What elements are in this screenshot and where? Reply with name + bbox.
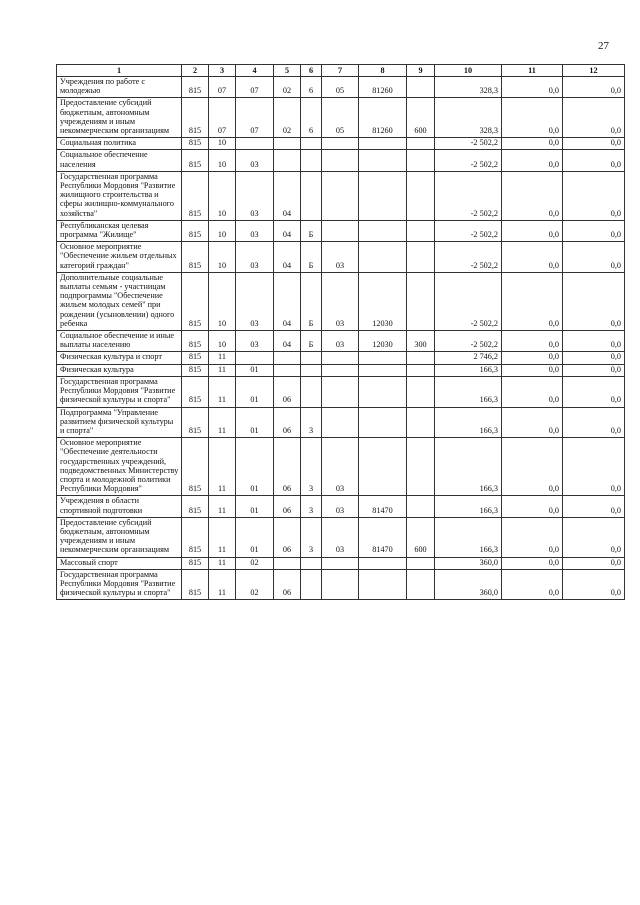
program-code xyxy=(274,557,301,569)
budget-code: 815 xyxy=(182,77,209,98)
measure-code: 05 xyxy=(322,77,359,98)
amount-col-11: 0,0 xyxy=(502,171,563,220)
direction-code xyxy=(359,352,407,364)
table-row xyxy=(57,517,625,557)
row-name: Массовый спорт xyxy=(57,557,182,569)
direction-code xyxy=(359,569,407,600)
section-code: 11 xyxy=(209,496,236,517)
amount-col-12: 0,0 xyxy=(563,517,625,557)
amount-col-12: 0,0 xyxy=(563,364,625,376)
expense-type-code: 300 xyxy=(407,331,435,352)
expense-type-code xyxy=(407,496,435,517)
section-code: 10 xyxy=(209,220,236,241)
direction-code xyxy=(359,220,407,241)
program-code: 06 xyxy=(274,569,301,600)
column-header: 4 xyxy=(236,65,274,77)
subprogram-code: Б xyxy=(301,220,322,241)
expense-type-code xyxy=(407,557,435,569)
direction-code: 81470 xyxy=(359,496,407,517)
expense-type-code xyxy=(407,438,435,496)
row-name: Республиканская целевая программа "Жилище" xyxy=(57,220,182,241)
column-header: 6 xyxy=(301,65,322,77)
expense-type-code xyxy=(407,407,435,438)
subsection-code: 03 xyxy=(236,242,274,273)
amount-change: 328,3 xyxy=(435,77,502,98)
direction-code xyxy=(359,376,407,407)
budget-code: 815 xyxy=(182,376,209,407)
row-name: Государственная программа Республики Мордовия "Развитие физической культуры и спорта" xyxy=(57,569,182,600)
budget-code: 815 xyxy=(182,557,209,569)
section-code: 10 xyxy=(209,242,236,273)
subsection-code: 03 xyxy=(236,272,274,330)
amount-col-12: 0,0 xyxy=(563,220,625,241)
column-header: 1 xyxy=(57,65,182,77)
table-row xyxy=(57,364,625,376)
amount-change: 166,3 xyxy=(435,364,502,376)
page-number: 27 xyxy=(598,40,609,52)
direction-code: 81260 xyxy=(359,77,407,98)
section-code: 11 xyxy=(209,376,236,407)
measure-code: 03 xyxy=(322,438,359,496)
amount-col-12: 0,0 xyxy=(563,77,625,98)
budget-code: 815 xyxy=(182,272,209,330)
program-code: 02 xyxy=(274,98,301,138)
measure-code xyxy=(322,220,359,241)
expense-type-code xyxy=(407,364,435,376)
budget-code: 815 xyxy=(182,352,209,364)
measure-code: 03 xyxy=(322,496,359,517)
direction-code xyxy=(359,171,407,220)
measure-code xyxy=(322,352,359,364)
amount-change: -2 502,2 xyxy=(435,171,502,220)
header-row xyxy=(57,65,625,77)
budget-code: 815 xyxy=(182,98,209,138)
budget-code: 815 xyxy=(182,496,209,517)
subprogram-code xyxy=(301,171,322,220)
section-code: 11 xyxy=(209,407,236,438)
row-name: Государственная программа Республики Мордовия "Развитие жилищного строительства и сферы жилищно-коммунального хозяйства" xyxy=(57,171,182,220)
row-name: Социальное обеспечение населения xyxy=(57,150,182,171)
section-code: 10 xyxy=(209,272,236,330)
section-code: 11 xyxy=(209,352,236,364)
expense-type-code xyxy=(407,376,435,407)
amount-col-12: 0,0 xyxy=(563,376,625,407)
row-name: Социальная политика xyxy=(57,138,182,150)
subprogram-code: 3 xyxy=(301,517,322,557)
amount-change: 166,3 xyxy=(435,407,502,438)
table-row xyxy=(57,331,625,352)
program-code: 04 xyxy=(274,242,301,273)
row-name: Основное мероприятие "Обеспечение деятельности государственных учреждений, подведомственных Министерству спорта и молодежной политики Республики Мордовия" xyxy=(57,438,182,496)
measure-code xyxy=(322,138,359,150)
amount-change: 328,3 xyxy=(435,98,502,138)
amount-change: -2 502,2 xyxy=(435,242,502,273)
subprogram-code xyxy=(301,557,322,569)
expense-type-code xyxy=(407,138,435,150)
subsection-code: 03 xyxy=(236,331,274,352)
section-code: 10 xyxy=(209,171,236,220)
amount-col-12: 0,0 xyxy=(563,138,625,150)
section-code: 11 xyxy=(209,557,236,569)
amount-col-11: 0,0 xyxy=(502,364,563,376)
column-header: 9 xyxy=(407,65,435,77)
section-code: 10 xyxy=(209,331,236,352)
amount-col-11: 0,0 xyxy=(502,138,563,150)
direction-code: 12030 xyxy=(359,331,407,352)
program-code xyxy=(274,364,301,376)
direction-code xyxy=(359,438,407,496)
table-row xyxy=(57,496,625,517)
amount-col-11: 0,0 xyxy=(502,407,563,438)
subprogram-code xyxy=(301,364,322,376)
amount-change: 166,3 xyxy=(435,517,502,557)
direction-code xyxy=(359,407,407,438)
row-name: Учреждения в области спортивной подготовки xyxy=(57,496,182,517)
budget-code: 815 xyxy=(182,138,209,150)
subsection-code xyxy=(236,352,274,364)
budget-code: 815 xyxy=(182,517,209,557)
program-code xyxy=(274,150,301,171)
amount-col-11: 0,0 xyxy=(502,569,563,600)
budget-code: 815 xyxy=(182,242,209,273)
direction-code: 81260 xyxy=(359,98,407,138)
measure-code: 03 xyxy=(322,517,359,557)
amount-col-11: 0,0 xyxy=(502,77,563,98)
subprogram-code: Б xyxy=(301,331,322,352)
program-code: 06 xyxy=(274,496,301,517)
row-name: Социальное обеспечение и иные выплаты населению xyxy=(57,331,182,352)
measure-code: 03 xyxy=(322,242,359,273)
subprogram-code: 3 xyxy=(301,438,322,496)
row-name: Основное мероприятие "Обеспечение жильем отдельных категорий граждан" xyxy=(57,242,182,273)
amount-col-12: 0,0 xyxy=(563,150,625,171)
table-row xyxy=(57,220,625,241)
subprogram-code: 6 xyxy=(301,98,322,138)
amount-col-12: 0,0 xyxy=(563,242,625,273)
row-name: Дополнительные социальные выплаты семьям - участницам подпрограммы "Обеспечение жильем молодых семей" при рождении (усыновлении) одного ребенка xyxy=(57,272,182,330)
subsection-code: 03 xyxy=(236,150,274,171)
table-row xyxy=(57,352,625,364)
amount-col-11: 0,0 xyxy=(502,242,563,273)
row-name: Физическая культура xyxy=(57,364,182,376)
measure-code xyxy=(322,557,359,569)
program-code xyxy=(274,352,301,364)
section-code: 11 xyxy=(209,364,236,376)
program-code: 04 xyxy=(274,171,301,220)
amount-col-12: 0,0 xyxy=(563,98,625,138)
program-code: 04 xyxy=(274,220,301,241)
column-header: 11 xyxy=(502,65,563,77)
amount-col-11: 0,0 xyxy=(502,150,563,171)
measure-code xyxy=(322,150,359,171)
subsection-code: 01 xyxy=(236,496,274,517)
subsection-code: 03 xyxy=(236,171,274,220)
row-name: Государственная программа Республики Мордовия "Развитие физической культуры и спорта" xyxy=(57,376,182,407)
column-header: 7 xyxy=(322,65,359,77)
section-code: 11 xyxy=(209,438,236,496)
subprogram-code: 3 xyxy=(301,496,322,517)
table-row xyxy=(57,77,625,98)
amount-col-12: 0,0 xyxy=(563,407,625,438)
budget-code: 815 xyxy=(182,364,209,376)
amount-col-12: 0,0 xyxy=(563,331,625,352)
amount-col-11: 0,0 xyxy=(502,352,563,364)
table-row xyxy=(57,272,625,330)
direction-code: 12030 xyxy=(359,272,407,330)
amount-col-12: 0,0 xyxy=(563,557,625,569)
amount-change: -2 502,2 xyxy=(435,150,502,171)
direction-code xyxy=(359,150,407,171)
budget-code: 815 xyxy=(182,331,209,352)
table-row xyxy=(57,438,625,496)
amount-col-12: 0,0 xyxy=(563,272,625,330)
amount-change: 166,3 xyxy=(435,496,502,517)
amount-col-11: 0,0 xyxy=(502,496,563,517)
amount-col-11: 0,0 xyxy=(502,220,563,241)
subprogram-code xyxy=(301,569,322,600)
amount-change: -2 502,2 xyxy=(435,220,502,241)
section-code: 07 xyxy=(209,77,236,98)
row-name: Учреждения по работе с молодежью xyxy=(57,77,182,98)
subprogram-code xyxy=(301,138,322,150)
table-row xyxy=(57,557,625,569)
expense-type-code: 600 xyxy=(407,98,435,138)
expense-type-code xyxy=(407,242,435,273)
budget-table xyxy=(56,64,625,600)
section-code: 10 xyxy=(209,150,236,171)
subprogram-code xyxy=(301,376,322,407)
subsection-code: 01 xyxy=(236,517,274,557)
subsection-code: 07 xyxy=(236,77,274,98)
subsection-code: 01 xyxy=(236,364,274,376)
section-code: 11 xyxy=(209,517,236,557)
program-code: 06 xyxy=(274,407,301,438)
subsection-code: 03 xyxy=(236,220,274,241)
subsection-code: 07 xyxy=(236,98,274,138)
budget-code: 815 xyxy=(182,438,209,496)
column-header: 10 xyxy=(435,65,502,77)
direction-code xyxy=(359,364,407,376)
measure-code: 03 xyxy=(322,331,359,352)
program-code: 06 xyxy=(274,376,301,407)
measure-code xyxy=(322,364,359,376)
expense-type-code xyxy=(407,171,435,220)
direction-code xyxy=(359,557,407,569)
program-code: 06 xyxy=(274,438,301,496)
row-name: Физическая культура и спорт xyxy=(57,352,182,364)
amount-change: 360,0 xyxy=(435,569,502,600)
expense-type-code xyxy=(407,352,435,364)
column-header: 3 xyxy=(209,65,236,77)
amount-col-11: 0,0 xyxy=(502,376,563,407)
subprogram-code xyxy=(301,352,322,364)
table-row xyxy=(57,98,625,138)
table-row xyxy=(57,138,625,150)
amount-change: 166,3 xyxy=(435,376,502,407)
subprogram-code: Б xyxy=(301,242,322,273)
amount-col-11: 0,0 xyxy=(502,331,563,352)
program-code: 04 xyxy=(274,272,301,330)
amount-col-12: 0,0 xyxy=(563,171,625,220)
amount-change: -2 502,2 xyxy=(435,331,502,352)
table-row xyxy=(57,569,625,600)
subprogram-code: 3 xyxy=(301,407,322,438)
subsection-code: 01 xyxy=(236,438,274,496)
program-code: 02 xyxy=(274,77,301,98)
subsection-code: 01 xyxy=(236,407,274,438)
amount-col-11: 0,0 xyxy=(502,98,563,138)
direction-code xyxy=(359,138,407,150)
amount-col-11: 0,0 xyxy=(502,438,563,496)
expense-type-code xyxy=(407,272,435,330)
section-code: 07 xyxy=(209,98,236,138)
amount-col-12: 0,0 xyxy=(563,569,625,600)
amount-col-12: 0,0 xyxy=(563,352,625,364)
measure-code xyxy=(322,407,359,438)
row-name: Предоставление субсидий бюджетным, автономным учреждениям и иным некоммерческим организациям xyxy=(57,98,182,138)
measure-code: 03 xyxy=(322,272,359,330)
column-header: 2 xyxy=(182,65,209,77)
subsection-code: 01 xyxy=(236,376,274,407)
direction-code: 81470 xyxy=(359,517,407,557)
table-row xyxy=(57,242,625,273)
subprogram-code: 6 xyxy=(301,77,322,98)
direction-code xyxy=(359,242,407,273)
amount-change: 166,3 xyxy=(435,438,502,496)
amount-change: 360,0 xyxy=(435,557,502,569)
budget-code: 815 xyxy=(182,150,209,171)
subsection-code: 02 xyxy=(236,557,274,569)
amount-col-11: 0,0 xyxy=(502,517,563,557)
subprogram-code: Б xyxy=(301,272,322,330)
subsection-code xyxy=(236,138,274,150)
budget-code: 815 xyxy=(182,407,209,438)
table-row xyxy=(57,171,625,220)
measure-code xyxy=(322,569,359,600)
measure-code xyxy=(322,171,359,220)
row-name: Подпрограмма "Управление развитием физической культуры и спорта" xyxy=(57,407,182,438)
budget-code: 815 xyxy=(182,220,209,241)
amount-col-12: 0,0 xyxy=(563,496,625,517)
row-name: Предоставление субсидий бюджетным, автономным учреждениям и иным некоммерческим организациям xyxy=(57,517,182,557)
measure-code: 05 xyxy=(322,98,359,138)
expense-type-code xyxy=(407,569,435,600)
budget-code: 815 xyxy=(182,171,209,220)
subsection-code: 02 xyxy=(236,569,274,600)
expense-type-code xyxy=(407,77,435,98)
amount-col-11: 0,0 xyxy=(502,557,563,569)
amount-col-11: 0,0 xyxy=(502,272,563,330)
amount-change: 2 746,2 xyxy=(435,352,502,364)
amount-col-12: 0,0 xyxy=(563,438,625,496)
amount-change: -2 502,2 xyxy=(435,138,502,150)
program-code: 06 xyxy=(274,517,301,557)
expense-type-code: 600 xyxy=(407,517,435,557)
amount-change: -2 502,2 xyxy=(435,272,502,330)
table-row xyxy=(57,407,625,438)
expense-type-code xyxy=(407,220,435,241)
table-row xyxy=(57,150,625,171)
measure-code xyxy=(322,376,359,407)
program-code xyxy=(274,138,301,150)
column-header: 8 xyxy=(359,65,407,77)
program-code: 04 xyxy=(274,331,301,352)
budget-code: 815 xyxy=(182,569,209,600)
column-header: 5 xyxy=(274,65,301,77)
section-code: 11 xyxy=(209,569,236,600)
table-row xyxy=(57,376,625,407)
column-header: 12 xyxy=(563,65,625,77)
subprogram-code xyxy=(301,150,322,171)
expense-type-code xyxy=(407,150,435,171)
section-code: 10 xyxy=(209,138,236,150)
